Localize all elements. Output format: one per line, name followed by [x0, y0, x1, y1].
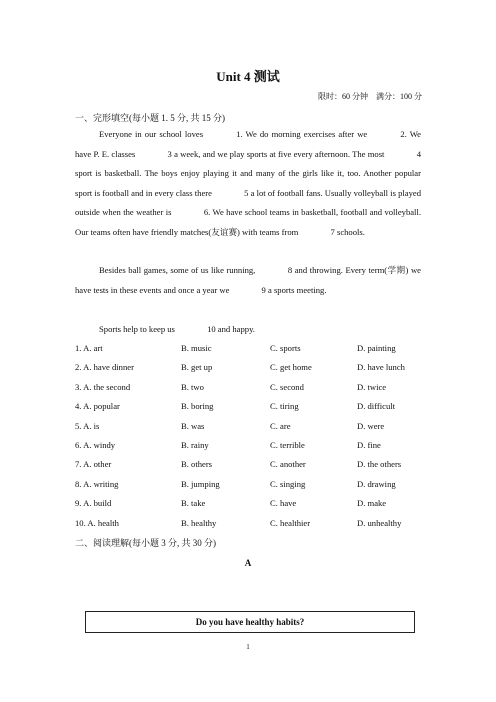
option-q2-c: C. get home — [270, 362, 312, 373]
option-q10-c: C. healthier — [270, 517, 311, 528]
passage-label: A — [244, 558, 252, 568]
option-q9-c: C. have — [270, 498, 297, 509]
option-q5-d: D. were — [357, 420, 385, 431]
option-q5-b: B. was — [181, 420, 205, 431]
option-q7-b: B. others — [181, 459, 213, 470]
option-q5-a: 5. A. is — [75, 420, 100, 431]
text-run: 2. We have P. E. classes — [75, 129, 421, 159]
option-q6-c: C. terrible — [270, 440, 305, 450]
option-q8-b: B. jumping — [181, 478, 220, 489]
text-run: 3 a week, and we play sports at five every afternoon. The most — [167, 148, 385, 159]
option-q9-a: 9. A. build — [75, 498, 112, 509]
option-q3-a: 3. A. the second — [75, 381, 131, 392]
option-q9-d: D. make — [357, 498, 387, 509]
option-q3-b: B. two — [181, 381, 204, 392]
text-run: 10 and happy. — [207, 324, 255, 334]
cloze-paragraph-3 — [75, 320, 421, 340]
option-q7-d: D. the others — [357, 459, 402, 470]
option-q6-b: B. rainy — [181, 440, 209, 450]
text-run: 4 sport is basketball. The boys enjoy playing it and many of the girls like it, too. Another popular sport is football and in every class there — [75, 148, 421, 198]
text-run: Besides ball games, some of us like running, — [99, 265, 256, 275]
option-q8-d: D. drawing — [357, 478, 396, 489]
option-q1-b: B. music — [181, 343, 212, 353]
text-run: 8 and throwing. Every term(学期) we have tests in these events and once a year we — [75, 265, 421, 295]
article-title-box — [85, 611, 415, 633]
option-q1-c: C. sports — [270, 343, 301, 353]
page-title: Unit 4 测试 — [216, 69, 280, 84]
option-q10-b: B. healthy — [181, 517, 217, 528]
text-run: 7 schools. — [330, 226, 365, 237]
option-q6-a: 6. A. windy — [75, 440, 116, 450]
option-q2-d: D. have lunch — [357, 362, 405, 373]
text-run: 5 a lot of football fans. Usually volleyball is played outside when the weather is — [75, 187, 422, 217]
option-q7-a: 7. A. other — [75, 459, 112, 470]
option-q4-d: D. difficult — [357, 401, 396, 412]
page-number: 1 — [246, 643, 250, 651]
option-q4-a: 4. A. popular — [75, 401, 120, 412]
option-q10-d: D. unhealthy — [357, 517, 402, 528]
option-q2-a: 2. A. have dinner — [75, 362, 134, 373]
article-title: Do you have healthy habits? — [195, 617, 305, 627]
text-run: 9 a sports meeting. — [261, 284, 327, 295]
text-run: 1. We do morning exercises after we — [236, 129, 368, 139]
option-q7-c: C. another — [270, 459, 306, 470]
cloze-paragraph-1 — [75, 125, 421, 242]
option-q9-b: B. take — [181, 498, 206, 509]
cloze-paragraph-2 — [75, 261, 421, 300]
option-q1-d: D. painting — [357, 343, 396, 353]
option-q3-d: D. twice — [357, 381, 387, 392]
option-q1-a: 1. A. art — [75, 343, 103, 353]
option-q6-d: D. fine — [357, 440, 381, 450]
option-q4-b: B. boring — [181, 401, 214, 412]
option-q8-c: C. singing — [270, 478, 306, 489]
text-run: 6. We have school teams in basketball, football and volleyball. Our teams often have friendly matches(友谊赛) with teams from — [75, 207, 421, 237]
option-q5-c: C. are — [270, 420, 291, 431]
text-run: Everyone in our school loves — [99, 129, 204, 139]
section-reading-heading: 二、阅读理解(每小题 3 分, 共 30 分) — [75, 538, 216, 548]
option-q4-c: C. tiring — [270, 401, 299, 412]
option-q3-c: C. second — [270, 381, 304, 392]
option-q10-a: 10. A. health — [75, 517, 119, 528]
option-q8-a: 8. A. writing — [75, 478, 119, 489]
section-cloze-heading: 一、完形填空(每小题 1. 5 分, 共 15 分) — [75, 113, 225, 123]
option-q2-b: B. get up — [181, 362, 213, 373]
text-run: Sports help to keep us — [99, 324, 175, 334]
time-score-info: 限时：60 分钟 满分：100 分 — [318, 92, 422, 101]
